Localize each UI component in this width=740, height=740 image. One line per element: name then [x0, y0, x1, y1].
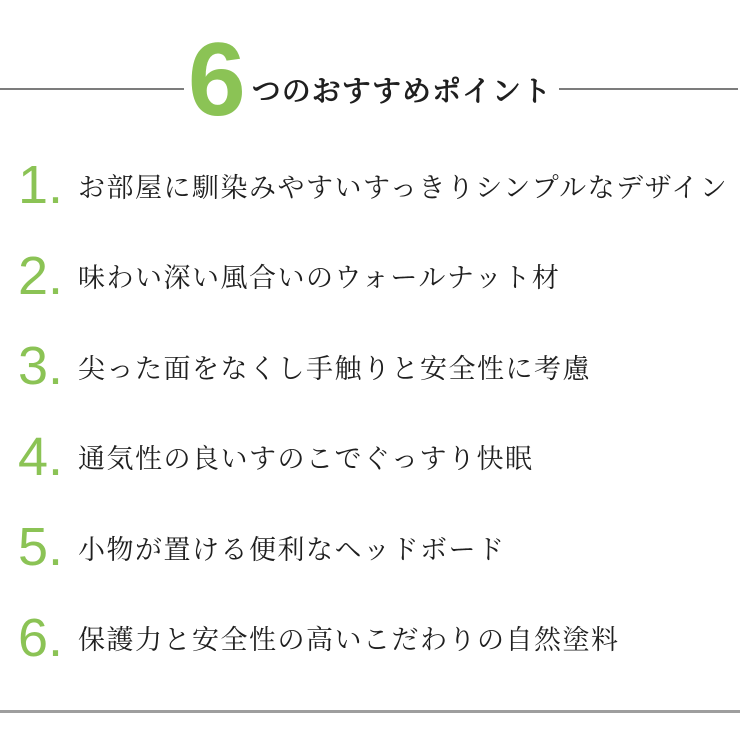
point-item-6 [0, 593, 740, 684]
section-header [0, 0, 740, 140]
point-item-5 [0, 502, 740, 593]
point-number: 6. [18, 607, 64, 668]
title-big-number: 6 [187, 22, 246, 138]
point-text: お部屋に馴染みやすいすっきりシンプルなデザイン [78, 172, 729, 203]
title-text: つのおすすめポイント [251, 76, 553, 108]
point-item-3 [0, 321, 740, 412]
point-item-4 [0, 412, 740, 503]
point-text: 味わい深い風合いのウォールナット材 [78, 263, 561, 294]
point-item-1 [0, 140, 740, 231]
point-number: 5. [18, 517, 64, 578]
points-list [0, 140, 740, 683]
bottom-divider [0, 710, 740, 713]
point-text: 小物が置ける便利なヘッドボード [78, 534, 506, 565]
section-title [0, 22, 740, 138]
point-number: 1. [18, 155, 64, 216]
point-text: 保護力と安全性の高いこだわりの自然塗料 [78, 625, 620, 656]
point-text: 通気性の良いすのこでぐっすり快眠 [78, 444, 534, 475]
point-text: 尖った面をなくし手触りと安全性に考慮 [78, 353, 591, 384]
point-number: 4. [18, 426, 64, 487]
point-number: 2. [18, 245, 64, 306]
point-number: 3. [18, 336, 64, 397]
point-item-2 [0, 231, 740, 322]
